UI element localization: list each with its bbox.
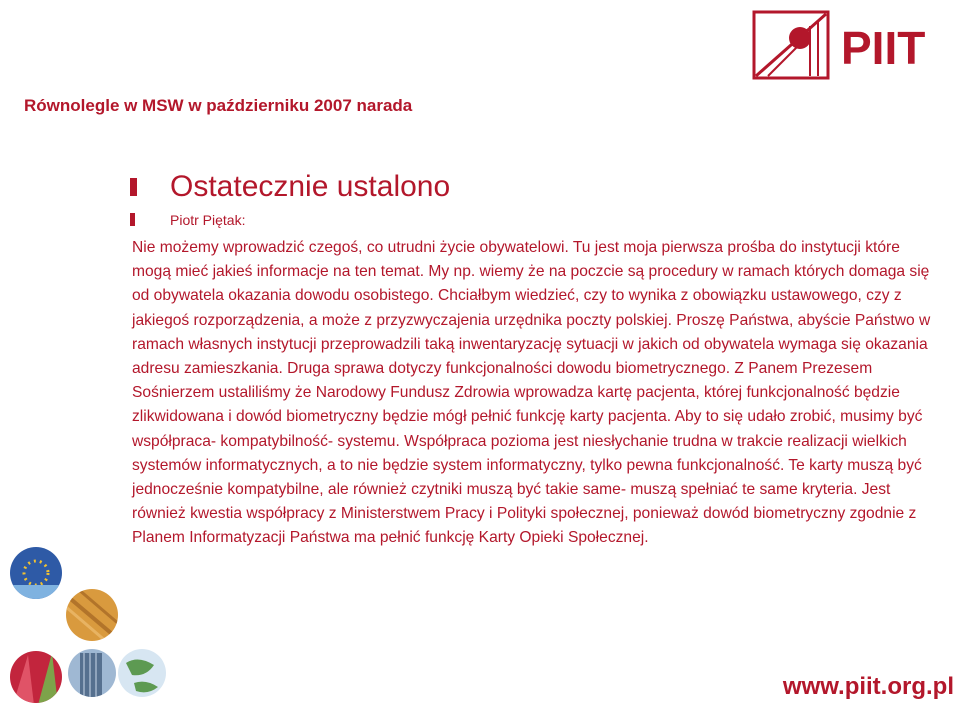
body-text: Nie możemy wprowadzić czegoś, co utrudni życie obywatelowi. Tu jest moja pierwsza prośba do instytucji które mogą mieć jakieś informacje na ten temat. My np. wiemy że na poczcie są procedury w ramach których domaga się od obywatela okazania dowodu osobistego. Chciałbym wiedzieć, czy to wynika z obowiązku ustawowego, czy z jakiegoś rozporządzenia, a może z przyzwyczajenia urzędnika poczty polskiej. Proszę Państwa, abyście Państwo w ramach własnych instytucji przeprowadzili taką inwentaryzację sytuacji w jakich od obywatela wymaga się okazania adresu zamieszkania. Druga sprawa dotyczy funkcjonalności dowodu biometrycznego. Z Panem Prezesem Sośnierzem ustaliliśmy że Narodowy Fundusz Zdrowia wprowadza kartę pacjenta, której funkcjonalność będzie zlikwidowana i dowód biometryczny będzie mógł pełnić funkcję karty pacjenta. Aby to się udało zrobić, musimy być współpraca- kompatybilność- systemu. Współpraca pozioma jest niesłychanie trudna w trakcie realizacji wielkich systemów informatycznych, a to nie będzie system informatyczny, tylko pewna funkcjonalność. Te karty muszą być jednocześnie kompatybilne, ale również czytniki muszą być takie same- muszą spełniać te same kryteria. Jest również kwestia współpracy z Ministerstwem Pracy i Polityki społecznej, ponieważ dowód biometryczny zgodnie z Planem Informatyzacji Państwa ma pełnić funkcję Karty Opieki Społecznej. bbox=[132, 239, 931, 547]
wood-texture-icon bbox=[64, 587, 120, 643]
author-name: Piotr Piętak: bbox=[170, 212, 246, 228]
author-bullet-icon bbox=[130, 213, 135, 226]
decorative-photo-collage bbox=[8, 545, 170, 705]
piit-logo bbox=[748, 6, 953, 84]
building-photo-icon bbox=[66, 647, 118, 699]
plant-photo-icon bbox=[8, 649, 64, 705]
title-bullet-icon bbox=[130, 178, 137, 196]
globe-photo-icon bbox=[118, 649, 166, 697]
slide-title: Ostatecznie ustalono bbox=[170, 170, 451, 203]
piit-logo-icon bbox=[748, 6, 953, 84]
meeting-note: Równolegle w MSW w październiku 2007 narada bbox=[24, 96, 413, 115]
footer-url[interactable]: www.piit.org.pl bbox=[782, 673, 954, 700]
eu-flag-icon bbox=[8, 545, 64, 601]
svg-text:PIIT: PIIT bbox=[841, 22, 926, 74]
